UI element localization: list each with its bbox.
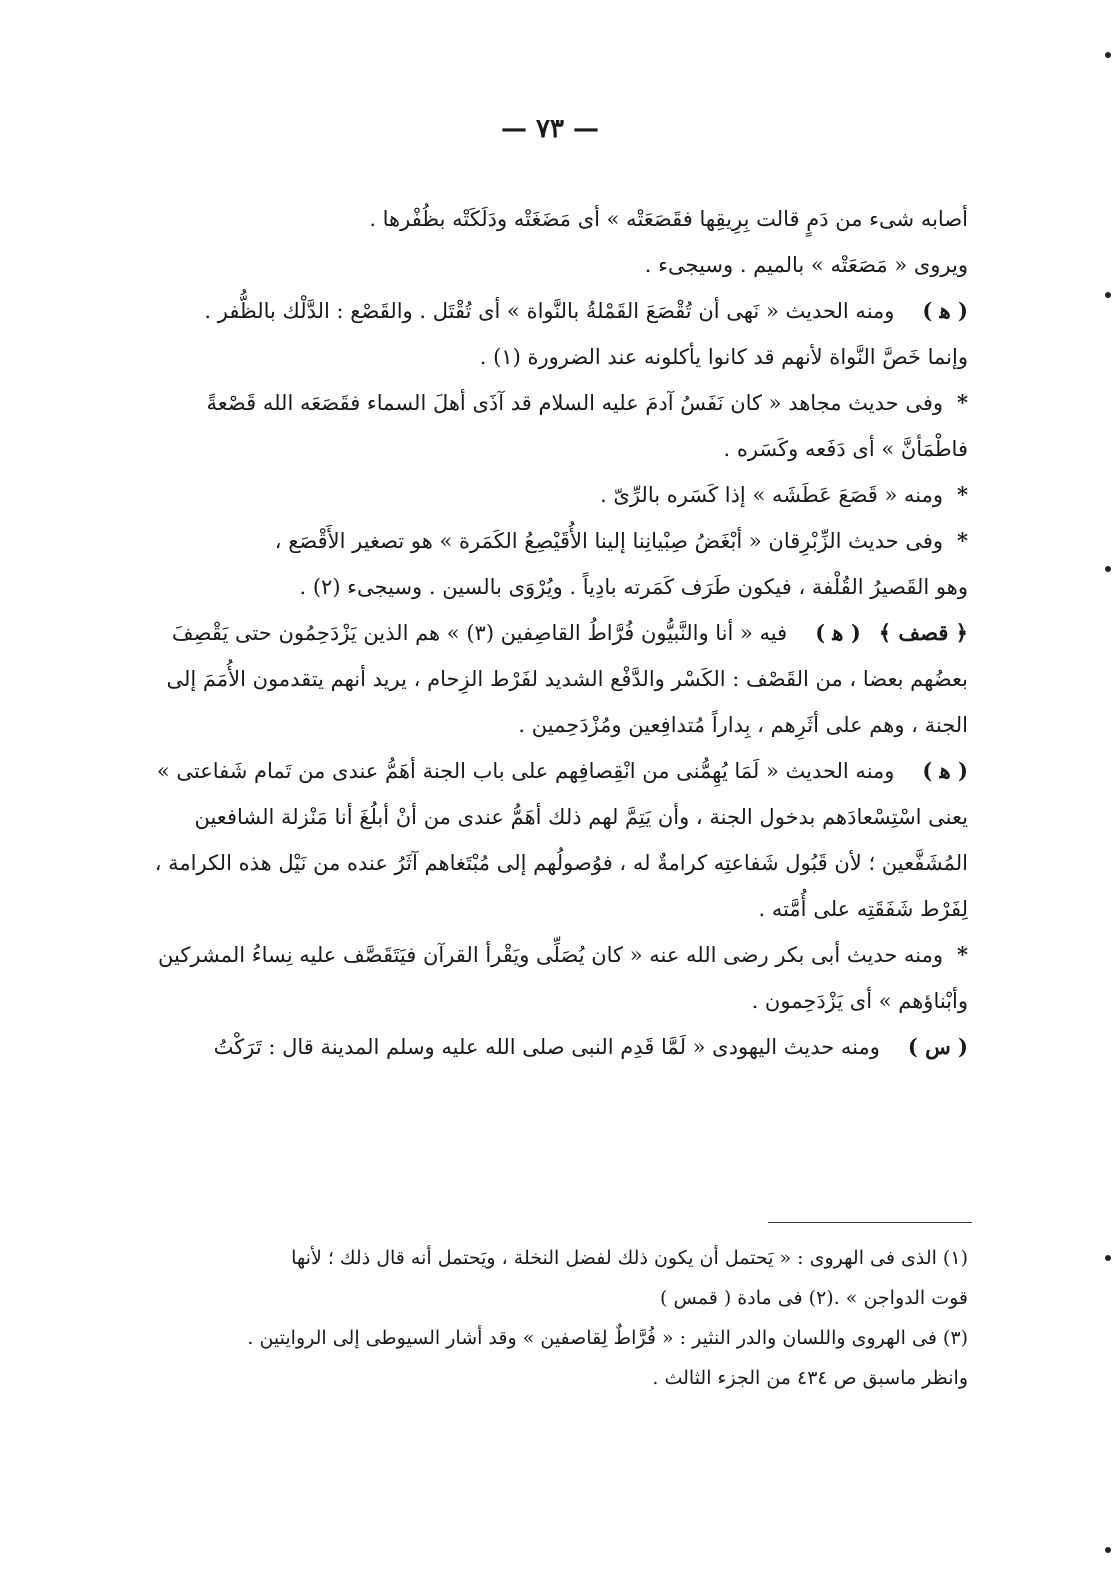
line-text: المُشَفَّعين ؛ لأن قَبُول شَفاعتِه كرامةٌ له ، فوُصولُهم إلى مُبْتَغاهم آثَرُ عنده من نَيْل هذه الكرامة ، (154, 851, 968, 875)
margin-mark (1105, 566, 1111, 572)
line-text: ويروى « مَصَعَتْه » بالميم . وسيجىء . (644, 253, 968, 277)
footnote-3-line-2: وانظر ماسبق ص ٤٣٤ من الجزء الثالث . (652, 1367, 968, 1389)
line-text: أصابه شىء من دَمٍ قالت بِرِيقِها فقَصَعَتْه » أى مَضَغَتْه ودَلَكَتْه بظُفْرها . (369, 207, 968, 231)
line-text: فاطْمَأنَّ » أى دَفَعه وكَسَره . (723, 437, 968, 461)
page-number: — ٧٣ — (500, 114, 600, 144)
asterisk-marker: * (957, 528, 968, 553)
text-line (132, 656, 968, 702)
line-text: فيه « أنا والنَّبيُّون فُرَّاطُ القاصِفين (٣) » هم الذين يَزْدَحِمُون حتى يَقْصِفَ (171, 621, 788, 645)
source-mark: ( ﻫ ) (815, 620, 861, 645)
text-line (132, 886, 968, 932)
source-mark: ( ﻫ ) (922, 298, 968, 323)
text-line (132, 380, 968, 426)
text-line (132, 748, 968, 794)
text-line (132, 610, 968, 656)
margin-mark (1105, 52, 1111, 58)
margin-mark (1105, 1255, 1111, 1261)
source-mark: ( ﻫ ) (922, 758, 968, 783)
line-text: وهو القَصيرُ القُلْفة ، فيكون طَرَف كَمَرته بادِياً . ويُرْوَى بالسين . وسيجىء (٢) . (299, 575, 968, 599)
line-text: ومنه الحديث « لَمَا يُهِمُّنى من انْقِصافِهم على باب الجنة أهَمُّ عندى من تَمام شَفاعتى » (156, 759, 895, 783)
margin-mark (1105, 1547, 1111, 1553)
asterisk-marker: * (957, 390, 968, 415)
text-line (132, 978, 968, 1024)
margin-mark (1105, 292, 1111, 298)
asterisk-marker: * (957, 942, 968, 967)
footnote-1-2 (132, 1278, 968, 1318)
footnote-3-line-1: (٣) فى الهروى واللسان والدر النثير : « فُرَّاطٌ لِقاصفين » وقد أشار السيوطى إلى الروايتين . (247, 1327, 968, 1349)
line-text: وفى حديث الزِّبْرِقان « أبْغَضُ صِبْيانِنا إلينا الأُقَيْصِعُ الكَمَرة » هو تصغير الأَقْصَع ، (274, 529, 944, 553)
text-line (132, 794, 968, 840)
line-text: الجنة ، وهم على أثَرِهم ، بِداراً مُتدافِعين ومُزْدَحِمين . (518, 713, 968, 737)
text-line (132, 334, 968, 380)
line-text: لِفَرْط شَفَقَتِه على أُمَّته . (758, 897, 968, 921)
source-mark: ( س ) (907, 1034, 968, 1059)
text-line (132, 932, 968, 978)
text-line (132, 242, 968, 288)
asterisk-marker: * (957, 482, 968, 507)
text-line (132, 840, 968, 886)
footnote-separator (768, 1222, 972, 1223)
line-text: بعضُهم بعضا ، من القَصْف : الكَسْر والدَّفْع الشديد لفَرْط الزِحام ، يريد أنهم يتقدمون الأُمَمَ إلى (166, 667, 968, 691)
footnote-2: (٢) فى مادة ( قمس ) (660, 1287, 834, 1309)
text-line (132, 518, 968, 564)
footnote-1-line-1: (١) الذى فى الهروى : « يَحتمل أن يكون ذلك لفضل النخلة ، ويَحتمل أنه قال ذلك ؛ لأنها (291, 1247, 968, 1269)
footnote-1 (132, 1238, 968, 1278)
line-text: ومنه حديث أبى بكر رضى الله عنه « كان يُصَلِّى ويَقْرأ القرآن فيَتَقَصَّف عليه نِساءُ المشركين (158, 943, 944, 967)
line-text: ومنه « قَصَعَ عَطَشَه » إذا كَسَره بالرِّىّ . (600, 483, 944, 507)
line-text: ومنه الحديث « نَهى أن تُقْصَعَ القَمْلةُ بالنَّواة » أى تُقْتَل . والقَصْع : الدَّلْك بالظُّفر . (204, 299, 895, 323)
text-line (132, 564, 968, 610)
text-line (132, 426, 968, 472)
footnotes (132, 1238, 968, 1398)
footnote-3-cont (132, 1358, 968, 1398)
text-line (132, 702, 968, 748)
line-text: وأبْناؤهم » أى يَزْدَحِمون . (751, 989, 968, 1013)
main-text (132, 196, 968, 1070)
text-line (132, 1024, 968, 1070)
footnote-3 (132, 1318, 968, 1358)
text-line (132, 288, 968, 334)
text-line (132, 196, 968, 242)
line-text: وإنما خَصَّ النَّواة لأنهم قد كانوا يأكلونه عند الضرورة (١) . (479, 345, 968, 369)
text-line (132, 472, 968, 518)
line-text: يعنى اسْتِسْعادَهم بدخول الجنة ، وأن يَتِمَّ لهم ذلك أهَمُّ عندى من أنْ أبلُغَ أنا مَنْزلة الشافعين (194, 805, 968, 829)
entry-heading: ﴿ قصف ﴾ (878, 620, 968, 645)
footnote-1-line-2: قوت الدواجن » . (833, 1287, 968, 1309)
line-text: ومنه حديث اليهودى « لَمَّا قَدِم النبى صلى الله عليه وسلم المدينة قال : تَرَكْتُ (213, 1035, 880, 1059)
line-text: وفى حديث مجاهد « كان نَفَسُ آدمَ عليه السلام قد آذَى أهلَ السماء فقَصَعَه الله قَصْعةً (206, 391, 944, 415)
